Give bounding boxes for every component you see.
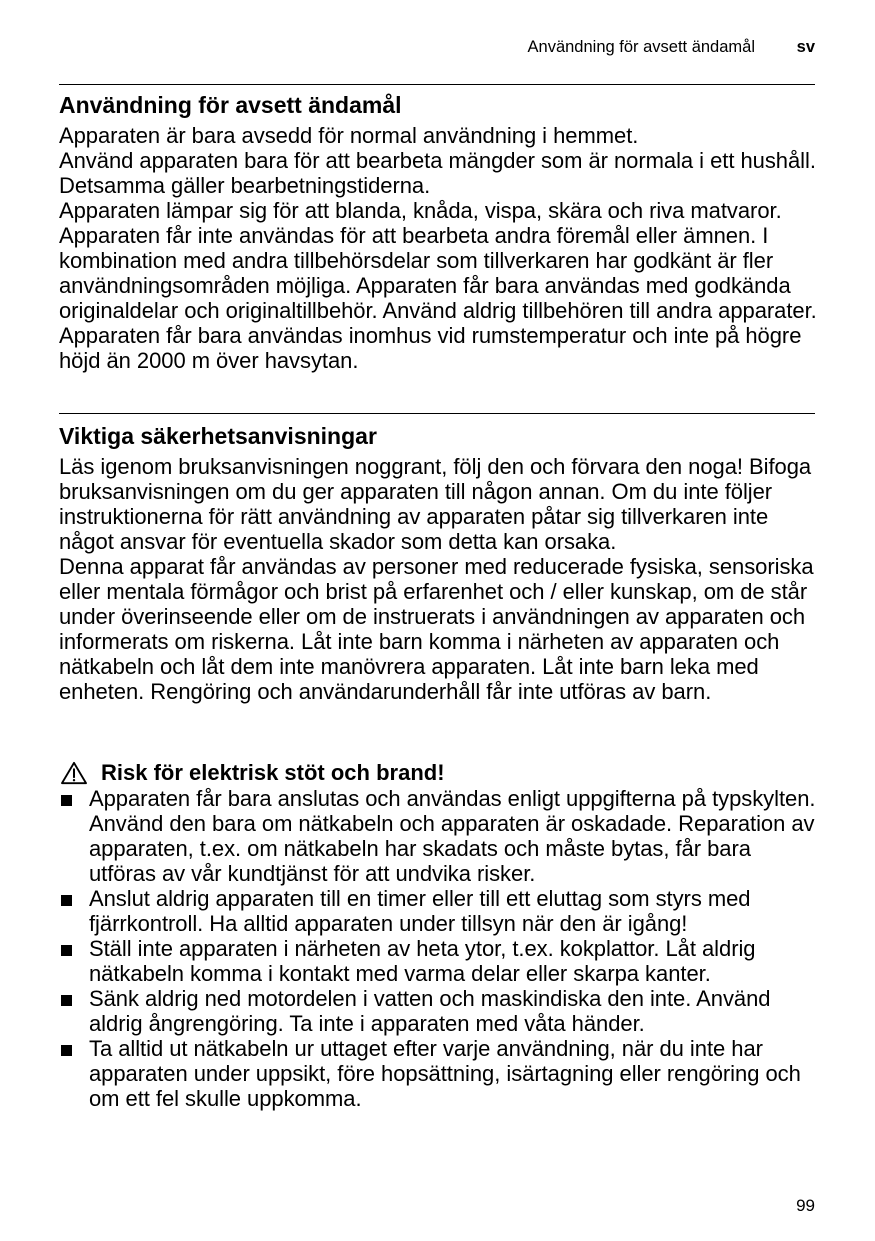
list-item-text: Ställ inte apparaten i närheten av heta ytor, t.ex. kokplattor. Låt aldrig nätkabeln komma i kontakt med varma delar eller skarpa kanter. xyxy=(89,936,756,986)
list-item-text: Sänk aldrig ned motordelen i vatten och maskindiska den inte. Använd aldrig ångrengöring. Ta inte i apparaten med våta händer. xyxy=(89,986,771,1036)
bullet-square-icon xyxy=(61,1045,72,1056)
list-item-text: Anslut aldrig apparaten till en timer eller till ett eluttag som styrs med fjärrkontroll. Ha alltid apparaten under tillsyn när den är igång! xyxy=(89,886,751,936)
section-heading-intended-use: Användning för avsett ändamål xyxy=(59,92,402,118)
bullet-square-icon xyxy=(61,945,72,956)
list-item xyxy=(59,936,823,986)
header-language-code: sv xyxy=(796,38,815,56)
section-divider xyxy=(59,413,815,414)
section-body-intended-use xyxy=(59,123,823,373)
bullet-square-icon xyxy=(61,795,72,806)
warning-heading xyxy=(59,759,445,787)
list-item xyxy=(59,886,823,936)
section-heading-safety: Viktiga säkerhetsanvisningar xyxy=(59,423,377,449)
warning-list xyxy=(59,786,823,1111)
list-item-text: Ta alltid ut nätkabeln ur uttaget efter varje användning, när du inte har apparaten under uppsikt, före hopsättning, isärtagning eller rengöring och om ett fel skulle uppkomma. xyxy=(89,1036,801,1111)
warning-heading-text: Risk för elektrisk stöt och brand! xyxy=(101,760,445,785)
paragraph: Apparaten lämpar sig för att blanda, knåda, vispa, skära och riva matvaror. Apparaten får inte användas för att bearbeta andra föremål eller ämnen. I kombination med andra tillbehörsdelar som tillverkaren har godkänt är fler användningsområden möjliga. Apparaten får bara användas med godkända originaldelar och originaltillbehör. Använd aldrig tillbehören till andra apparater. xyxy=(59,198,817,323)
warning-triangle-icon xyxy=(59,761,89,785)
paragraph: Läs igenom bruksanvisningen noggrant, följ den och förvara den noga! Bifoga bruksanvisningen om du ger apparaten till någon annan. Om du inte följer instruktionerna för rätt användning av apparaten påtar sig tillverkaren inte något ansvar för eventuella skador som detta kan orsaka. xyxy=(59,454,812,554)
paragraph: Använd apparaten bara för att bearbeta mängder som är normala i ett hushåll. Detsamma gäller bearbetningstiderna. xyxy=(59,148,816,198)
running-header xyxy=(59,38,815,60)
list-item xyxy=(59,786,823,886)
paragraph: Apparaten får bara användas inomhus vid rumstemperatur och inte på högre höjd än 2000 m över havsytan. xyxy=(59,323,802,373)
header-title: Användning för avsett ändamål xyxy=(527,38,755,56)
paragraph: Apparaten är bara avsedd för normal användning i hemmet. xyxy=(59,123,639,148)
bullet-square-icon xyxy=(61,895,72,906)
list-item-text: Apparaten får bara anslutas och användas enligt uppgifterna på typskylten. Använd den bara om nätkabeln och apparaten är oskadade. Reparation av apparaten, t.ex. om nätkabeln har skadats och måste bytas, får bara utföras av vår kundtjänst för att undvika risker. xyxy=(89,786,816,886)
list-item xyxy=(59,986,823,1036)
section-body-safety xyxy=(59,454,823,704)
list-item xyxy=(59,1036,823,1111)
paragraph: Denna apparat får användas av personer med reducerade fysiska, sensoriska eller mentala förmågor och brist på erfarenhet och / eller kunskap, om de står under överinseende eller om de instruerats i användningen av apparaten och informerats om riskerna. Låt inte barn komma i närheten av apparaten och nätkabeln och låt dem inte manövrera apparaten. Låt inte barn leka med enheten. Rengöring och användarunderhåll får inte utföras av barn. xyxy=(59,554,814,704)
bullet-square-icon xyxy=(61,995,72,1006)
page-number: 99 xyxy=(796,1196,815,1215)
header-divider xyxy=(59,84,815,85)
